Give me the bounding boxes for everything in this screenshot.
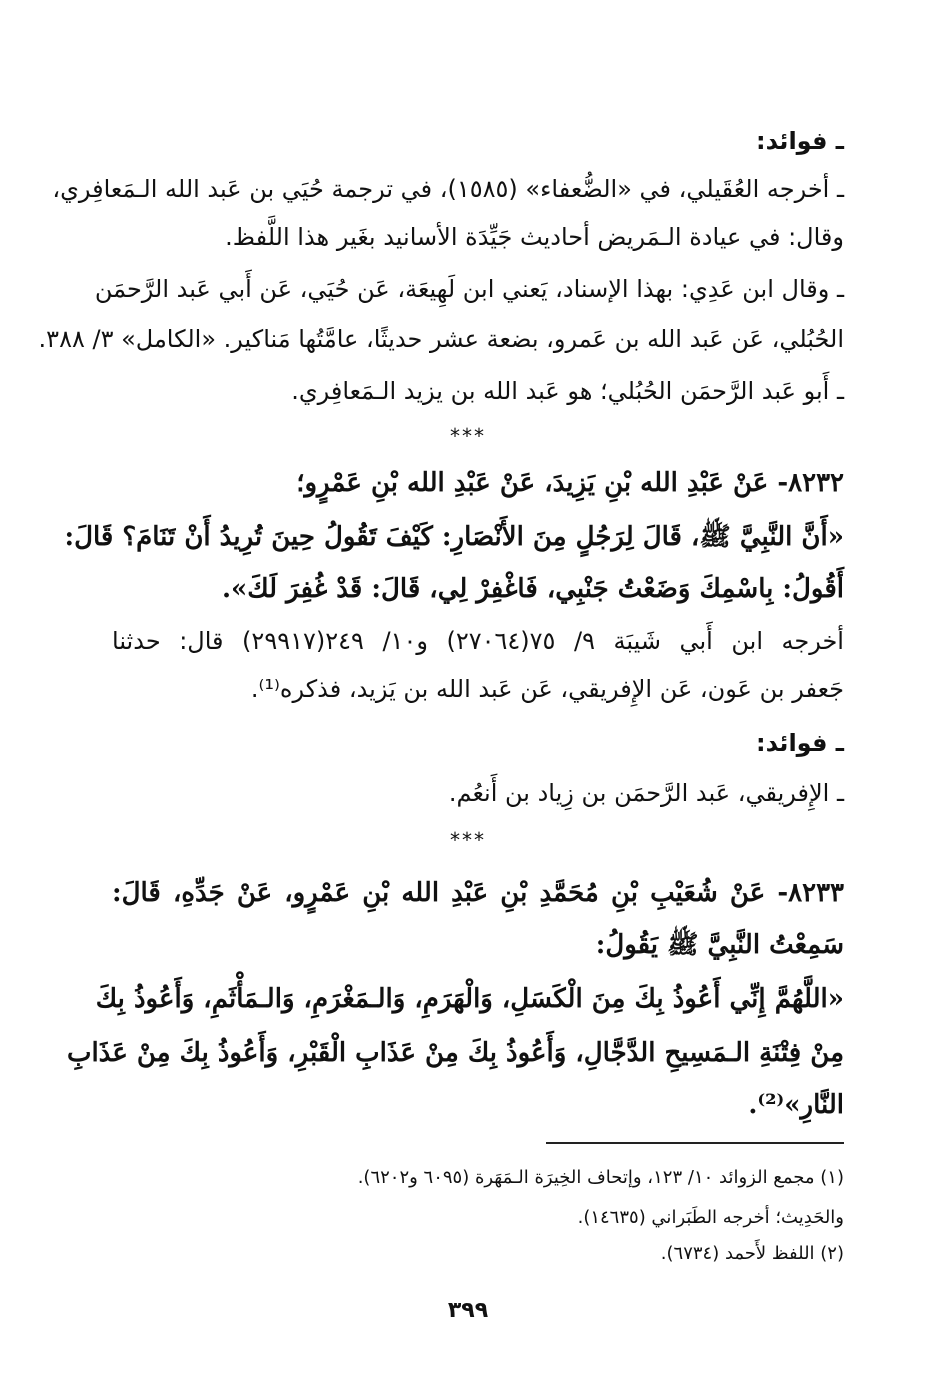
hadith-text-line: «أَنَّ النَّبِيَّ ﷺ، قَالَ لِرَجُلٍ مِنَ الأَنْصَارِ: كَيْفَ تَقُولُ حِينَ تُرِيدُ أَنْ تَنَامَ؟ قَالَ: [64, 522, 844, 552]
paragraph-line: الحُبُلي، عَن عَبد الله بن عَمرو، بضعة عشر حديثًا، عامَّتُها مَناكير. «الكامل» ٣/ ٣٨٨. [38, 325, 844, 353]
paragraph-line: ـ أخرجه العُقَيلي، في «الضُّعفاء» (١٥٨٥)، في ترجمة حُيَي بن عَبد الله الـمَعافِري، [52, 175, 844, 203]
section-divider-stars: *** [450, 424, 486, 448]
benefits-heading: ـ فوائد: [755, 127, 844, 155]
takhrij-line: أخرجه ابن أَبي شَيبَة ٩/ ٧٥(٢٧٠٦٤) و١٠/ ٢٤٩(٢٩٩١٧) قال: حدثنا [112, 627, 844, 655]
hadith-text-line: سَمِعْتُ النَّبِيَّ ﷺ يَقُولُ: [595, 930, 844, 960]
hadith-text-line: مِنْ فِتْنَةِ الـمَسِيحِ الدَّجَّالِ، وَأَعُوذُ بِكَ مِنْ عَذَابِ الْقَبْرِ، وَأَعُوذُ بِكَ مِنْ عَذَابِ [66, 1038, 844, 1068]
hadith-text-line: «اللَّهُمَّ إِنِّي أَعُوذُ بِكَ مِنَ الْكَسَلِ، وَالْهَرَمِ، وَالـمَغْرَمِ، وَالـمَأْثَمِ، وَأَعُوذُ بِكَ [95, 984, 844, 1014]
hadith-number-line: ٨٢٣٢- عَنْ عَبْدِ الله بْنِ يَزِيدَ، عَنْ عَبْدِ الله بْنِ عَمْرٍو؛ [296, 468, 844, 498]
footnote-separator [546, 1142, 844, 1144]
footnote-line: (١) مجمع الزوائد ١٠/ ١٢٣، وإتحاف الخِيرَة الـمَهَرة (٦٠٩٥ و٦٢٠٢). [357, 1167, 844, 1188]
takhrij-line: جَعفر بن عَون، عَن الإِفريقي، عَن عَبد الله بن يَزيد، فذكره⁽¹⁾. [250, 675, 844, 703]
hadith-text-line: النَّارِ»⁽²⁾. [748, 1090, 844, 1120]
page-number: ٣٩٩ [447, 1298, 489, 1323]
paragraph-line: وقال: في عيادة الـمَريض أحاديث جَيِّدَة الأسانيد بغَير هذا اللَّفظ. [225, 223, 844, 251]
footnote-line: (٢) اللفظ لأَحمد (٦٧٣٤). [660, 1243, 844, 1264]
paragraph-line: ـ أَبو عَبد الرَّحمَن الحُبُلي؛ هو عَبد الله بن يزيد الـمَعافِري. [291, 377, 844, 405]
benefits-heading: ـ فوائد: [755, 729, 844, 757]
hadith-number-line: ٨٢٣٣- عَنْ شُعَيْبِ بْنِ مُحَمَّدِ بْنِ عَبْدِ الله بْنِ عَمْرٍو، عَنْ جَدِّهِ، قَالَ: [112, 878, 844, 908]
paragraph-line: ـ الإِفريقي، عَبد الرَّحمَن بن زِياد بن أَنعُم. [448, 779, 844, 807]
hadith-text-line: أَقُولُ: بِاسْمِكَ وَضَعْتُ جَنْبِي، فَاغْفِرْ لِي، قَالَ: قَدْ غُفِرَ لَكَ». [221, 574, 844, 604]
footnote-line: والحَدِيث؛ أخرجه الطَبَراني (١٤٦٣٥). [577, 1207, 844, 1228]
paragraph-line: ـ وقال ابن عَدِي: بهذا الإسناد، يَعني ابن لَهِيعَة، عَن حُيَي، عَن أَبي عَبد الرَّحمَن [94, 275, 844, 303]
section-divider-stars: *** [450, 828, 486, 852]
